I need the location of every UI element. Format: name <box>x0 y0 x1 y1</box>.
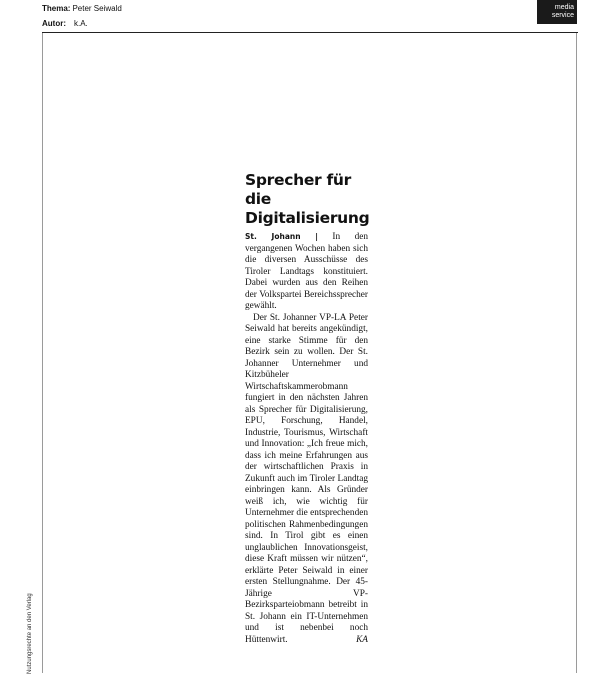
meta-autor <box>42 19 88 29</box>
meta-thema <box>42 4 122 14</box>
autor-label: Autor: <box>42 19 66 28</box>
article <box>245 171 368 646</box>
logo-line-2: service <box>551 12 574 19</box>
paragraph-2-text: Der St. Johanner VP-LA Peter Seiwald hat bereits angekündigt, eine starke Stimme für den Bezirk sein zu wollen. Der St. Johanner Unternehmer und Kitzbüheler Wirtschaftskammerobmann fungiert in den nächsten Jahren als Sprecher für Digitalisierung, EPU, Forschung, Handel, Industrie, Tourismus, Wirtschaft und Innovation: „Ich freue mich, dass ich meine Erfahrungen aus der wirtschaftlichen Praxis in Zukunft auch im Tiroler Landtag einbringen kann. Als Gründer weiß ich, wie wichtig für Unternehmer die entsprechenden politischen Rahmenbedingungen sind. In Tirol gibt es einen unglaublichen Innovationsgeist, diese Kraft müssen wir nützen“, erklärte Peter Seiwald in einer ersten Stellungnahme. Der 45-Jährige VP-Bezirksparteiobmann betreibt in St. Johann ein IT-Unternehmen und ist nebenbei noch Hüttenwirt. <box>245 312 368 645</box>
article-dateline: St. Johann | <box>245 232 318 241</box>
article-body <box>245 231 368 646</box>
paragraph-1-text: In den vergangenen Wochen haben sich die diversen Ausschüsse des Tiroler Landtags konstituiert. Dabei wurden aus den Reihen der Volkspartei Bereichssprecher gewählt. <box>245 232 368 311</box>
article-headline: Sprecher für die Digitalisierung <box>245 171 370 227</box>
autor-value: k.A. <box>74 19 88 28</box>
thema-label: Thema: <box>42 4 71 13</box>
usage-rights-note: Nutzungsrechte an den Verlag <box>27 593 33 674</box>
article-paragraph-2 <box>245 313 368 647</box>
article-signature: KA <box>356 634 368 645</box>
logo-line-1: media <box>554 4 574 11</box>
thema-value: Peter Seiwald <box>72 4 122 13</box>
article-paragraph-1 <box>245 231 368 313</box>
media-service-logo <box>537 0 577 24</box>
